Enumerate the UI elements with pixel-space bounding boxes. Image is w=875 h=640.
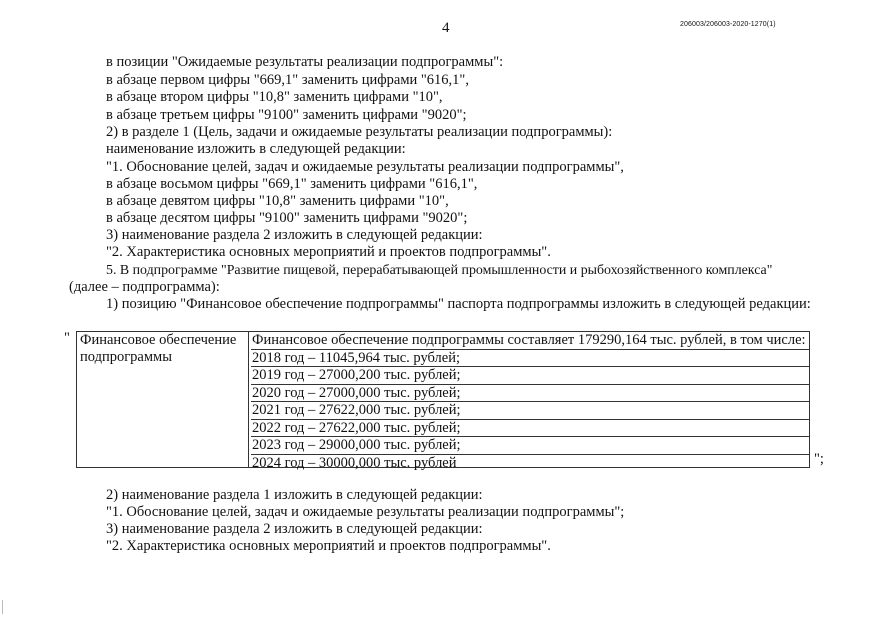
- table-row: 2023 год – 29000,000 тыс. рублей;: [251, 437, 809, 455]
- table-row: 2019 год – 27000,200 тыс. рублей;: [251, 367, 809, 385]
- page-number: 4: [442, 20, 450, 36]
- text-line: "1. Обоснование целей, задач и ожидаемые результаты реализации подпрограммы",: [106, 159, 624, 175]
- text-line: "2. Характеристика основных мероприятий и проектов подпрограммы".: [106, 244, 551, 260]
- text-line: в абзаце втором цифры "10,8" заменить цифрами "10",: [106, 89, 443, 105]
- table-right-cell: [251, 332, 809, 471]
- text-line: в абзаце первом цифры "669,1" заменить цифрами "616,1",: [106, 72, 469, 88]
- table-row: 2021 год – 27622,000 тыс. рублей;: [251, 402, 809, 420]
- table-divider: [248, 332, 249, 467]
- table-left-cell: [80, 332, 236, 366]
- table-row: 2022 год – 27622,000 тыс. рублей;: [251, 420, 809, 438]
- text-line: 3) наименование раздела 2 изложить в следующей редакции:: [106, 227, 483, 243]
- text-line: наименование изложить в следующей редакции:: [106, 141, 406, 157]
- scan-mark: [2, 600, 3, 614]
- table-row: 2020 год – 27000,000 тыс. рублей;: [251, 385, 809, 403]
- text-line: 1) позицию "Финансовое обеспечение подпрограммы" паспорта подпрограммы изложить в следующей редакции:: [106, 296, 811, 312]
- table-row: 2018 год – 11045,964 тыс. рублей;: [251, 350, 809, 368]
- document-id: 206003/206003-2020-1270(1): [680, 21, 776, 28]
- table-close-quote: ";: [814, 451, 824, 467]
- left-cell-line: подпрограммы: [80, 349, 172, 365]
- table-row: Финансовое обеспечение подпрограммы составляет 179290,164 тыс. рублей, в том числе:: [251, 332, 809, 350]
- text-line: 3) наименование раздела 2 изложить в следующей редакции:: [106, 521, 483, 537]
- text-line: (далее – подпрограмма):: [69, 279, 220, 295]
- text-line: "2. Характеристика основных мероприятий и проектов подпрограммы".: [106, 538, 551, 554]
- text-line: в абзаце девятом цифры "10,8" заменить цифрами "10",: [106, 193, 449, 209]
- text-line: в абзаце десятом цифры "9100" заменить цифрами "9020";: [106, 210, 468, 226]
- financing-table: [76, 331, 810, 471]
- text-line: 5. В подпрограмме "Развитие пищевой, перерабатывающей промышленности и рыбохозяйственного комплекса": [106, 263, 773, 278]
- text-line: 2) наименование раздела 1 изложить в следующей редакции:: [106, 487, 483, 503]
- table-open-quote: ": [64, 330, 70, 346]
- text-line: в абзаце восьмом цифры "669,1" заменить цифрами "616,1",: [106, 176, 478, 192]
- text-line: "1. Обоснование целей, задач и ожидаемые результаты реализации подпрограммы";: [106, 504, 625, 520]
- left-cell-line: Финансовое обеспечение: [80, 332, 237, 348]
- text-line: 2) в разделе 1 (Цель, задачи и ожидаемые результаты реализации подпрограммы):: [106, 124, 613, 140]
- text-line: в абзаце третьем цифры "9100" заменить цифрами "9020";: [106, 107, 467, 123]
- text-line: в позиции "Ожидаемые результаты реализации подпрограммы":: [106, 54, 504, 70]
- table-row: 2024 год – 30000,000 тыс. рублей: [252, 454, 457, 471]
